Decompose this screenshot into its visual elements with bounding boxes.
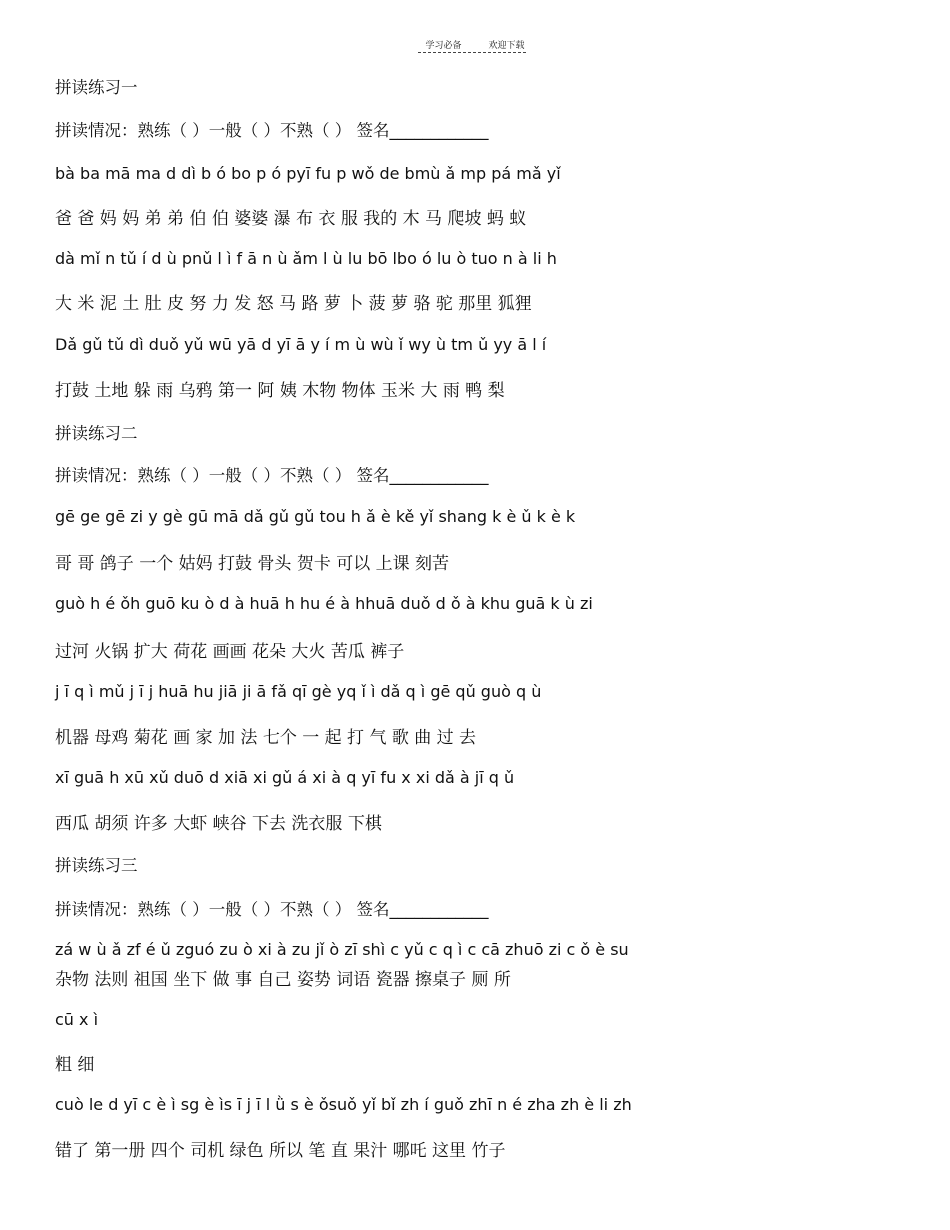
hanzi-row: 大 米 泥 土 肚 皮 努 力 发 怒 马 路 萝 卜 菠 萝 骆 驼 那里 狐狸 [55,294,532,314]
pinyin-row: Dǎ gǔ tǔ dì duǒ yǔ wū yā d yī ā y í m ù wù ǐ wy ù tm ǔ yy ā l í [55,335,547,354]
pinyin-row: bà ba mā ma d dì b ó bo p ó pyī fu p wǒ de bmù ǎ mp pá mǎ yǐ [55,164,561,183]
section-title: 拼读练习二 [55,424,138,443]
hanzi-row: 哥 哥 鸽子 一个 姑妈 打鼓 骨头 贺卡 可以 上课 刻苦 [55,554,450,574]
status-line: 拼读情况：熟练（ ）一般（ ）不熟（ ） 签名____________ [55,121,489,140]
hanzi-row: 机器 母鸡 菊花 画 家 加 法 七个 一 起 打 气 歌 曲 过 去 [55,728,477,748]
pinyin-row: zá w ù ǎ zf é ǔ zguó zu ò xi à zu jǐ ò zī shì c yǔ c q ì c cā zhuō zi c ǒ è su [55,940,629,959]
pinyin-row: gē ge gē zi y gè gū mā dǎ gǔ gǔ tou h ǎ è kě yǐ shang k è ǔ k è k [55,507,576,526]
hanzi-row: 西瓜 胡须 许多 大虾 峡谷 下去 洗衣服 下棋 [55,814,382,834]
hanzi-row: 过河 火锅 扩大 荷花 画画 花朵 大火 苦瓜 裤子 [55,642,405,662]
pinyin-row: j ī q ì mǔ j ī j huā hu jiā ji ā fǎ qī gè yq ǐ ì dǎ q ì gē qǔ guò q ù [55,682,542,701]
header-left: 学习必备 [425,41,462,51]
pinyin-row: guò h é ǒh guō ku ò d à huā h hu é à hhuā duǒ d ǒ à khu guā k ù zi [55,594,593,613]
header-rule [418,52,526,53]
header-right: 欢迎下载 [488,41,525,51]
page-header [0,38,950,51]
hanzi-row: 错了 第一册 四个 司机 绿色 所以 笔 直 果汁 哪吒 这里 竹子 [55,1141,506,1161]
pinyin-row: dà mǐ n tǔ í d ù pnǔ l ì f ā n ù ǎm l ù lu bō lbo ó lu ò tuo n à li h [55,249,557,268]
section-title: 拼读练习一 [55,78,138,97]
pinyin-row: cū x ì [55,1010,99,1029]
section-title: 拼读练习三 [55,856,138,875]
hanzi-row: 打鼓 土地 躲 雨 乌鸦 第一 阿 姨 木物 物体 玉米 大 雨 鸭 梨 [55,381,505,401]
status-line: 拼读情况：熟练（ ）一般（ ）不熟（ ） 签名____________ [55,466,489,485]
hanzi-row: 粗 细 [55,1055,95,1075]
pinyin-row: cuò le d yī c è ì sg è ìs ī j ī l ǜ s è ǒsuǒ yǐ bǐ zh í guǒ zhī n é zha zh è li zh [55,1095,632,1114]
pinyin-row: xī guā h xū xǔ duō d xiā xi gǔ á xi à q yī fu x xi dǎ à jī q ǔ [55,768,515,787]
hanzi-row: 杂物 法则 祖国 坐下 做 事 自己 姿势 词语 瓷器 擦桌子 厕 所 [55,970,511,990]
hanzi-row: 爸 爸 妈 妈 弟 弟 伯 伯 婆婆 瀑 布 衣 服 我的 木 马 爬坡 蚂 蚁 [55,209,527,229]
status-line: 拼读情况：熟练（ ）一般（ ）不熟（ ） 签名____________ [55,900,489,919]
